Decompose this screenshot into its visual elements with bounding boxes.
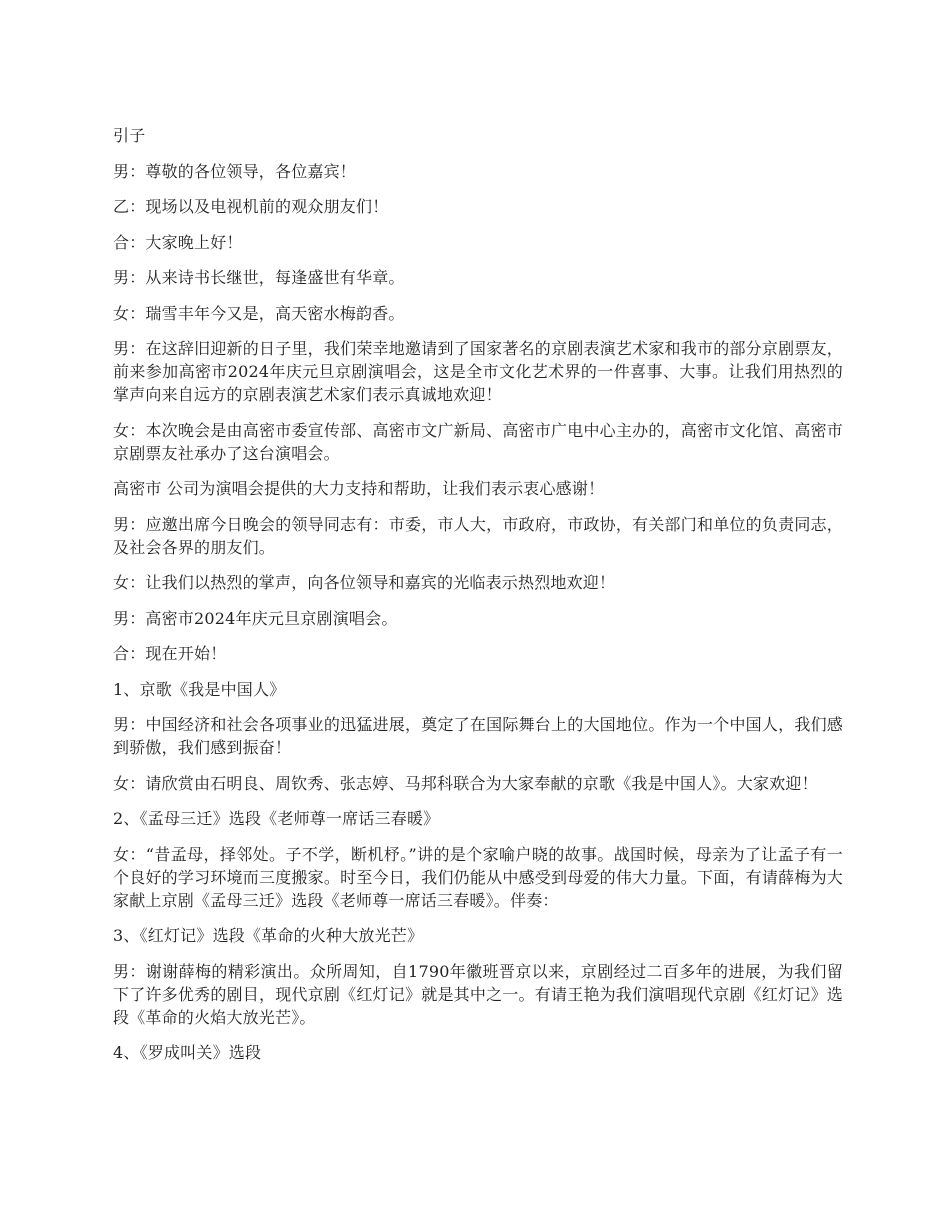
dialogue-line: 男：谢谢薛梅的精彩演出。众所周知，自1790年徽班晋京以来，京剧经过二百多年的进展，为我们留下了许多优秀的剧目，现代京剧《红灯记》就是其中之一。有请王艳为我们演唱现代京剧《红灯记》选段《革命的火焰大放光芒》。 — [113, 961, 843, 1027]
program-item-heading: 1、京歌《我是中国人》 — [113, 679, 286, 699]
dialogue-line: 女：本次晚会是由高密市委宣传部、高密市文广新局、高密市广电中心主办的，高密市文化馆、高密市京剧票友社承办了这台演唱会。 — [113, 420, 843, 463]
dialogue-line: 女：请欣赏由石明良、周钦秀、张志婷、马邦科联合为大家奉献的京歌《我是中国人》。大家欢迎！ — [113, 773, 818, 793]
program-item-heading: 4、《罗成叫关》选段 — [113, 1043, 262, 1062]
dialogue-line: 男：在这辞旧迎新的日子里，我们荣幸地邀请到了国家著名的京剧表演艺术家和我市的部分京剧票友，前来参加高密市2024年庆元旦京剧演唱会，这是全市文化艺术界的一件喜事、大事。让我们用热烈的掌声向来自远方的京剧表演艺术家们表示真诚地欢迎！ — [113, 339, 843, 404]
dialogue-line: 合：大家晚上好！ — [113, 232, 243, 252]
dialogue-line: 男：尊敬的各位领导，各位嘉宾！ — [113, 161, 357, 181]
dialogue-line: 男：应邀出席今日晚会的领导同志有：市委，市人大，市政府，市政协，有关部门和单位的负责同志，及社会各界的朋友们。 — [113, 514, 843, 557]
dialogue-line: 男：高密市2024年庆元旦京剧演唱会。 — [113, 608, 398, 628]
dialogue-line: 男：从来诗书长继世，每逢盛世有华章。 — [113, 268, 405, 287]
document-page — [113, 124, 843, 1077]
program-item-heading: 2、《孟母三迁》选段《老师尊一席话三春暖》 — [113, 809, 440, 828]
dialogue-line: 男：中国经济和社会各项事业的迅猛进展，奠定了在国际舞台上的大国地位。作为一个中国人，我们感到骄傲，我们感到振奋！ — [113, 715, 843, 757]
dialogue-line: 女：瑞雪丰年今又是，高天密水梅韵香。 — [113, 303, 405, 323]
dialogue-line: 女：“昔孟母，择邻处。子不学，断机杼。”讲的是个家喻户晓的故事。战国时候，母亲为了让孟子有一个良好的学习环境而三度搬家。时至今日，我们仍能从中感受到母爱的伟大力量。下面，有请薛梅为大家献上京剧《孟母三迁》选段《老师尊一席话三春暖》。伴奏： — [113, 844, 843, 910]
program-item-heading: 3、《红灯记》选段《革命的火种大放光芒》 — [113, 926, 424, 945]
dialogue-line: 女：让我们以热烈的掌声，向各位领导和嘉宾的光临表示热烈地欢迎！ — [113, 573, 616, 592]
dialogue-line: 乙：现场以及电视机前的观众朋友们！ — [113, 197, 389, 216]
section-heading-intro: 引子 — [113, 126, 146, 145]
dialogue-line: 合：现在开始！ — [113, 644, 227, 663]
dialogue-line: 高密市 公司为演唱会提供的大力支持和帮助，让我们表示衷心感谢！ — [113, 479, 605, 498]
